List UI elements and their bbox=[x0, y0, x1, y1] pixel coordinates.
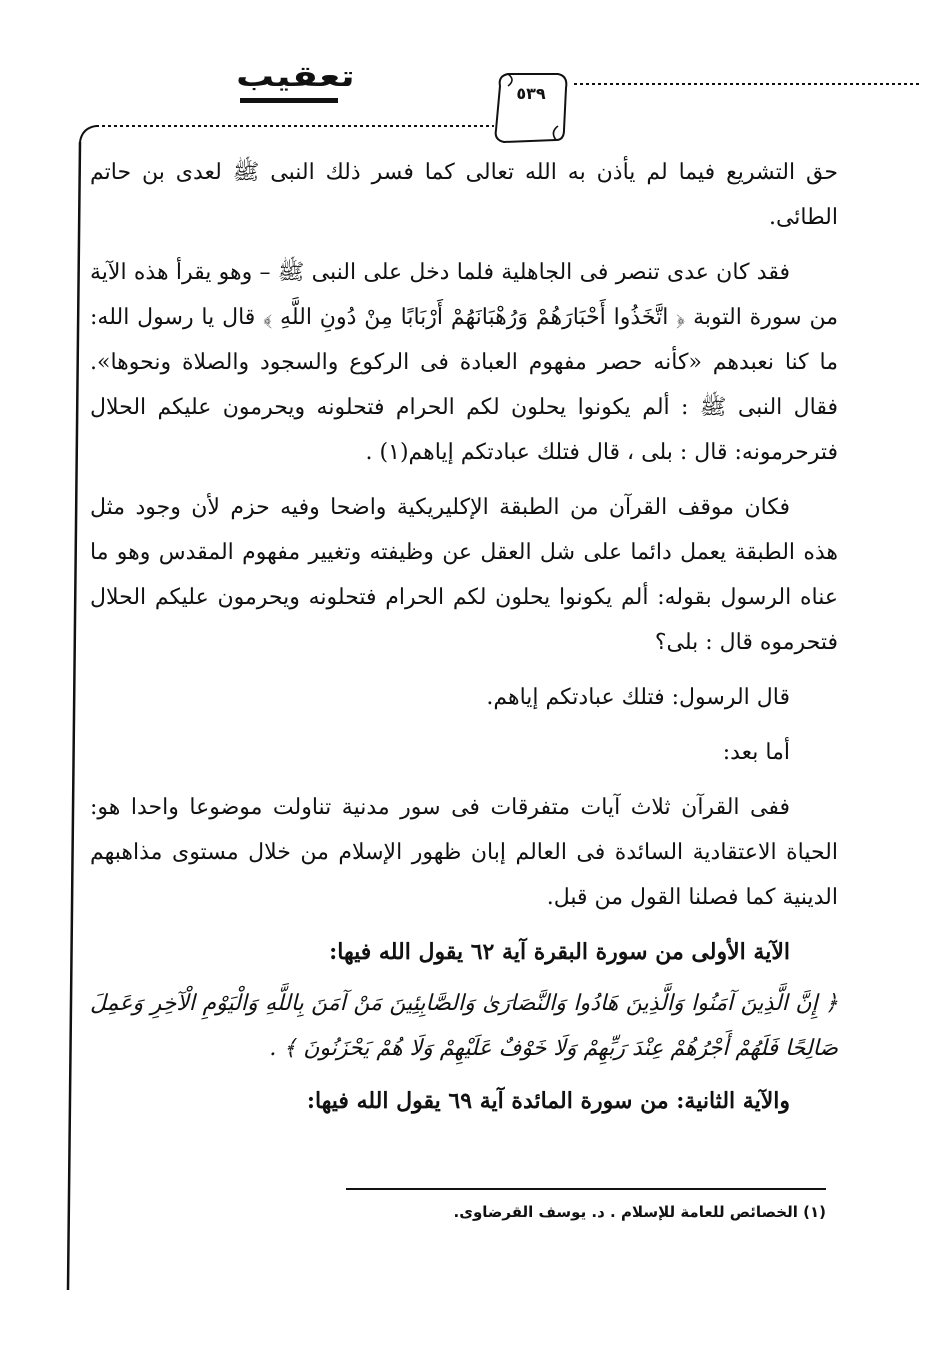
verse-1-intro: الآية الأولى من سورة البقرة آية ٦٢ يقول الله فيها: bbox=[329, 939, 790, 965]
quran-verse-1: ﴿ إِنَّ الَّذِينَ آمَنُوا وَالَّذِينَ هَادُوا وَالنَّصَارَىٰ وَالصَّابِئِينَ مَنْ آمَنَ بِاللَّهِ وَالْيَوْمِ الْآخِرِ وَعَمِلَ صَالِحًا فَلَهُمْ أَجْرُهُمْ عِنْدَ رَبِّهِمْ وَلَا خَوْفٌ عَلَيْهِمْ وَلَا هُمْ يَحْزَنُونَ ﴾ . bbox=[90, 991, 838, 1061]
paragraph-2: فقد كان عدى تنصر فى الجاهلية فلما دخل على النبى ﷺ – وهو يقرأ هذه الآية من سورة التوبة ﴿ اتَّخَذُوا أَحْبَارَهُمْ وَرُهْبَانَهُمْ أَرْبَابًا مِنْ دُونِ اللَّهِ ﴾ قال يا رسول الله: ما كنا نعبدهم «كأنه حصر مفهوم العبادة فى الركوع والسجود والصلاة ونحوها». فقال النبى ﷺ : ألم يكونوا يحلون لكم الحرام فتحلونه ويحرمون عليكم الحلال فترحرمونه: قال : بلى ، قال فتلك عبادتكم إياهم(١) . bbox=[90, 260, 838, 465]
paragraph-1: حق التشريع فيما لم يأذن به الله تعالى كما فسر ذلك النبى ﷺ لعدى بن حاتم الطائى. bbox=[90, 160, 838, 230]
page-number-scroll bbox=[494, 70, 574, 146]
running-title-underline bbox=[240, 98, 338, 103]
paragraph-6: ففى القرآن ثلاث آيات متفرقات فى سور مدنية تناولت موضوعا واحدا هو: الحياة الاعتقادية السائدة فى العالم إبان ظهور الإسلام من خلال مستوى مذاهبهم الدينية كما فصلنا القول من قبل. bbox=[90, 795, 838, 910]
body-text bbox=[90, 150, 838, 1130]
verse-2-intro: والآية الثانية: من سورة المائدة آية ٦٩ يقول الله فيها: bbox=[306, 1088, 790, 1114]
footnote: (١) الخصائص للعامة للإسلام . د. يوسف القرضاوى. bbox=[453, 1203, 826, 1221]
paragraph-5: أما بعد: bbox=[722, 740, 790, 765]
footnote-divider bbox=[346, 1188, 826, 1190]
paragraph-4: قال الرسول: فتلك عبادتكم إياهم. bbox=[486, 685, 790, 710]
paragraph-3: فكان موقف القرآن من الطبقة الإكليريكية واضحا وفيه حزم لأن وجود مثل هذه الطبقة يعمل دائما على شل العقل عن وظيفته وتغيير مفهوم المقدس وهو ما عناه الرسول بقوله: ألم يكونوا يحلون لكم الحرام فتحلونه ويحرمون عليكم الحلال فتحرموه قال : بلى؟ bbox=[90, 495, 839, 655]
running-title: تعقيب bbox=[236, 59, 355, 93]
page-number: ٥٣٩ bbox=[516, 84, 546, 103]
